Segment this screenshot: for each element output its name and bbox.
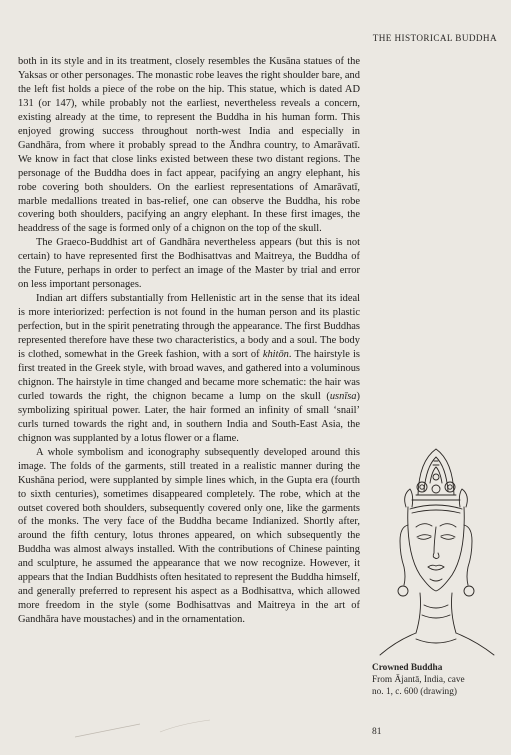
caption-line: From Ājantā, India, cave [372, 675, 465, 685]
body-text [18, 55, 360, 627]
caption-line: no. 1, c. 600 (drawing) [372, 687, 457, 697]
caption-title: Crowned Buddha [372, 663, 443, 673]
crowned-buddha-drawing [372, 443, 502, 658]
text-run: Indian art differs substantially from Hellenistic art in the sense that its ideal is more interiorized: perfection is not found in the human person and its plastic perfection, but in the spirit penetrating through the appearance. The first Buddhas represented therefore have these two characteristics, a body and a soul. The body is clothed, somewhat in the Greek fashion, with a sort of [18, 293, 360, 361]
paragraph [18, 55, 360, 236]
paragraph [18, 446, 360, 627]
running-header: THE HISTORICAL BUDDHA [372, 33, 497, 43]
page-number: 81 [372, 727, 382, 737]
figure-caption [372, 662, 507, 698]
text-run: ) symbolizing spiritual power. Later, the hair formed an infinity of small ‘snail’ curls turned towards the right and, in southern India and South-East Asia, the chignon was supplanted by a lotus flower or a flame. [18, 390, 360, 444]
paragraph [18, 292, 360, 445]
paragraph [18, 236, 360, 292]
italic-term: usnīsa [329, 390, 357, 402]
pencil-mark [70, 712, 220, 742]
text-run: The Graeco-Buddhist art of Gandhāra nevertheless appears (but this is not certain) to have represented first the Bodhisattvas and Maitreya, the Buddha of the Future, perhaps in order to perfect an image of the Master by trial and error on less important personages. [18, 237, 360, 291]
text-run: . The hairstyle is first treated in the Greek style, with broad waves, and gathered into a voluminous chignon. The hairstyle in time changed and became more schematic: the hair was curled towards the right, the chignon became a lump on the skull ( [18, 349, 360, 402]
text-run: both in its style and in its treatment, closely resembles the Kusāna statues of the Yaksas or other personages. The monastic robe leaves the right shoulder bare, and the left fist holds a piece of the robe on the hip. This statue, which is dated AD 131 (or 147), while probably not the earliest, nevertheless reveals a concern, existing already at the time, to represent the Buddha in his human form. This enjoyed growing success throughout north-west India and especially in Gandhāra, from where it probably spread to the Āndhra country, to Amarāvatī. We know in fact that close links existed between these two distant regions. The personage of the Buddha does in fact appear, pacifying an angry elephant, his robe covering both shoulders. On the earliest representations of Amarāvatī, marble medallions treated in bas-relief, one can observe the Buddha, his robe covering both shoulders, pacifying an angry elephant. In these first images, the headdress of the sage is formed only of a chignon on the top of the skull. [18, 56, 360, 235]
text-run: A whole symbolism and iconography subsequently developed around this image. The folds of the garments, still treated in a realistic manner during the Kushāna period, were supplanted by simple lines which, in the Gupta era (fourth to sixth centuries), sometimes disappeared completely. The robe, which at the outset covered both shoulders, subsequently covered only one, like the garments of the monks. The very face of the Buddha became Indianized. Shortly after, around the fifth century, lotus thrones appeared, on which subsequently the Buddha was almost always installed. With the contributions of Chinese painting and sculpture, he assumed the appearance that we now recognize. However, it appears that the Indian Buddhists often hesitated to represent the Buddha himself, and generally preferred to represent his aspect as a Bodhisattva, which allowed more freedom in the style (some Bodhisattvas and Maitreya in the art of Gandhāra have moustaches) and in the ornamentation. [18, 446, 360, 626]
italic-term: khitōn [262, 349, 289, 361]
